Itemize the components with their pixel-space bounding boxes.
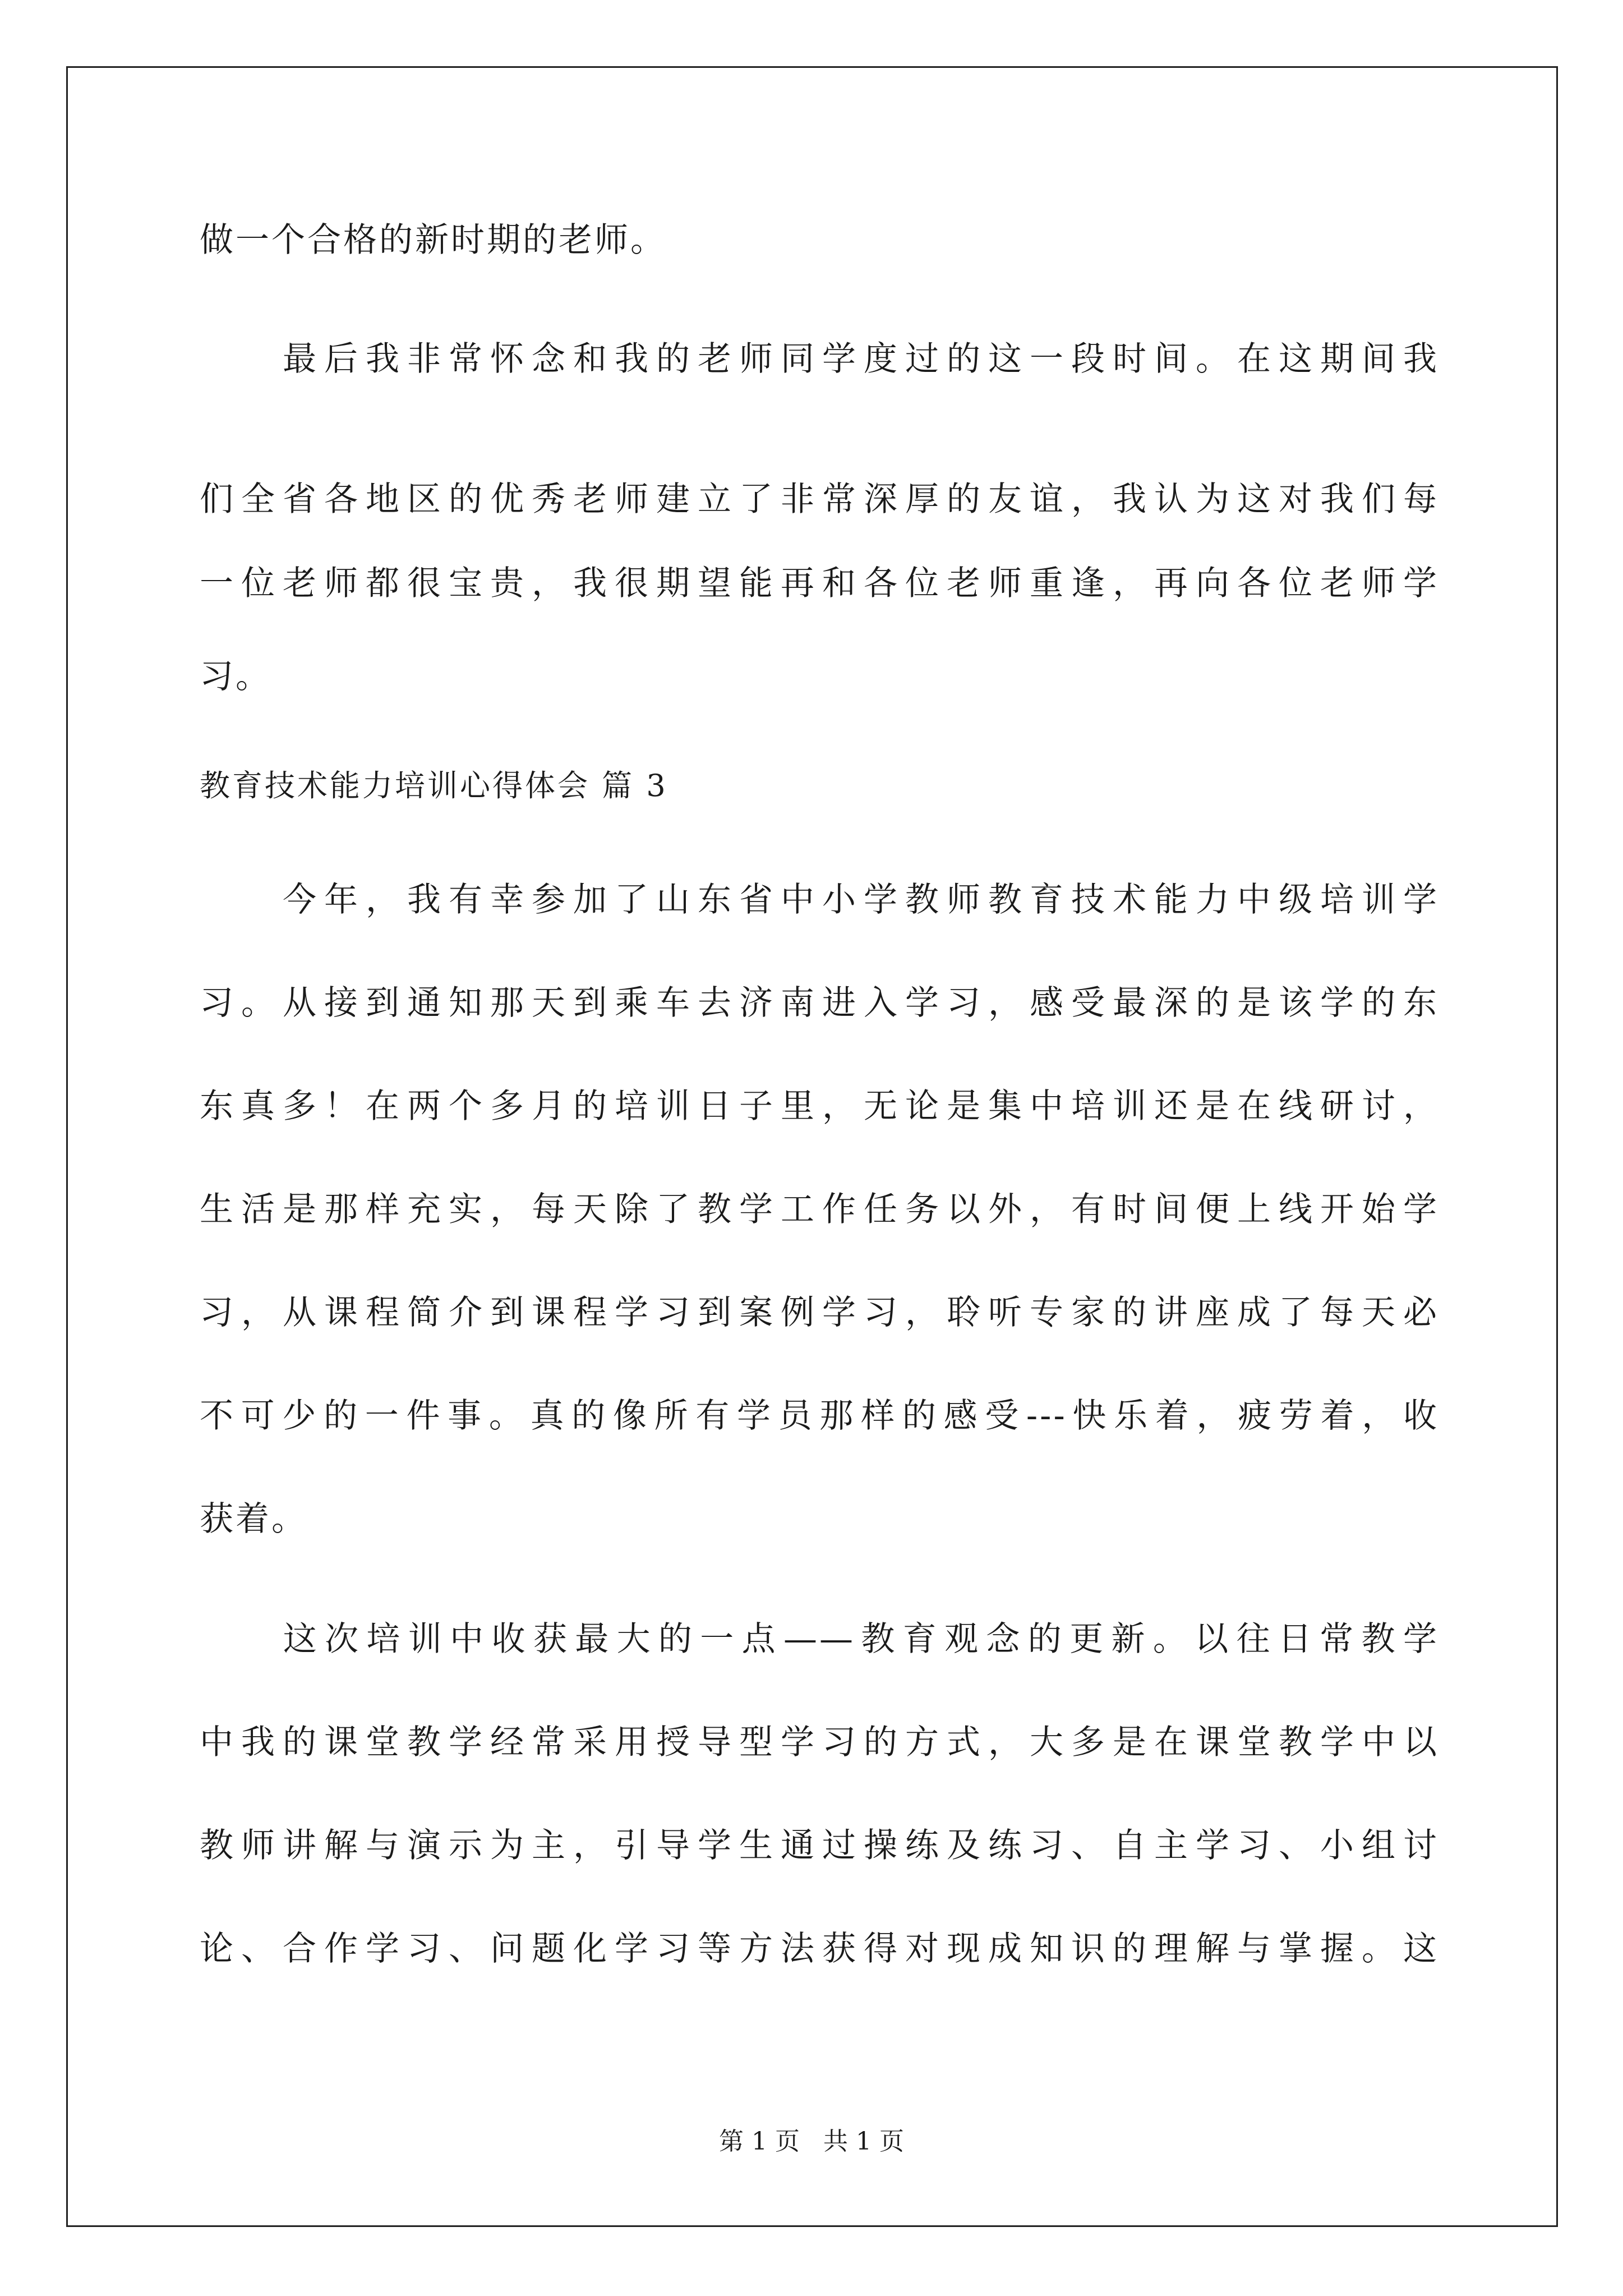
paragraph-line: 一位老师都很宝贵，我很期望能再和各位老师重逢，再向各位老师学 bbox=[200, 564, 1439, 603]
page-number: 第 1 页 bbox=[719, 2127, 800, 2156]
paragraph-line: 做一个合格的新时期的老师。 bbox=[200, 220, 666, 260]
paragraph-line: 习，从课程简介到课程学习到案例学习，聆听专家的讲座成了每天必 bbox=[200, 1293, 1439, 1332]
section-heading: 教育技术能力培训心得体会 篇 3 bbox=[200, 768, 668, 803]
page-border bbox=[66, 66, 1558, 2227]
page-total: 共 1 页 bbox=[823, 2127, 904, 2156]
paragraph-line: 生活是那样充实，每天除了教学工作任务以外，有时间便上线开始学 bbox=[200, 1190, 1439, 1229]
paragraph-line: 获着。 bbox=[200, 1499, 307, 1539]
paragraph-line: 习。 bbox=[200, 657, 271, 696]
paragraph-line: 东真多！在两个多月的培训日子里，无论是集中培训还是在线研讨， bbox=[200, 1087, 1439, 1126]
paragraph-line: 们全省各地区的优秀老师建立了非常深厚的友谊，我认为这对我们每 bbox=[200, 480, 1439, 519]
paragraph-line: 习。从接到通知那天到乘车去济南进入学习，感受最深的是该学的东 bbox=[200, 983, 1439, 1023]
page-footer bbox=[0, 2126, 1623, 2157]
paragraph-line: 论、合作学习、问题化学习等方法获得对现成知识的理解与掌握。这 bbox=[200, 1929, 1439, 1968]
paragraph-line: 中我的课堂教学经常采用授导型学习的方式，大多是在课堂教学中以 bbox=[200, 1723, 1439, 1762]
paragraph-line: 最后我非常怀念和我的老师同学度过的这一段时间。在这期间我 bbox=[200, 339, 1439, 379]
paragraph-line: 今年，我有幸参加了山东省中小学教师教育技术能力中级培训学 bbox=[200, 880, 1439, 919]
paragraph-line: 这次培训中收获最大的一点——教育观念的更新。以往日常教学 bbox=[200, 1619, 1439, 1659]
paragraph-line: 不可少的一件事。真的像所有学员那样的感受---快乐着，疲劳着，收 bbox=[200, 1396, 1439, 1435]
paragraph-line: 教师讲解与演示为主，引导学生通过操练及练习、自主学习、小组讨 bbox=[200, 1826, 1439, 1865]
